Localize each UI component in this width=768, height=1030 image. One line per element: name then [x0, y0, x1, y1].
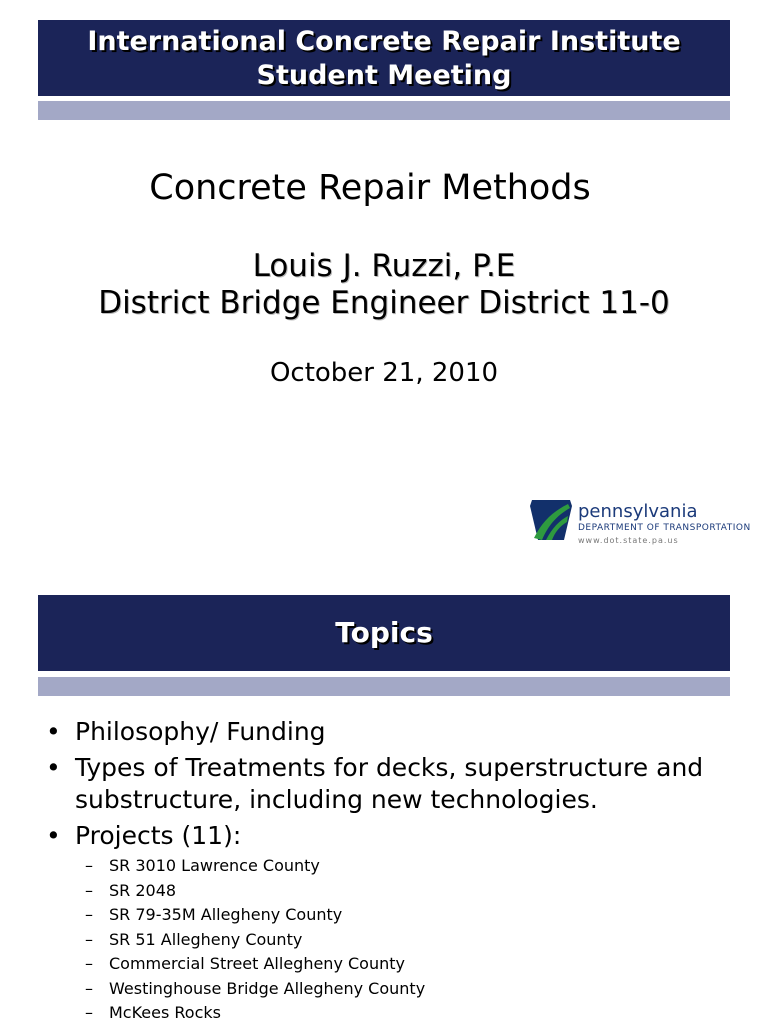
projects-list: [75, 854, 734, 1026]
topics-list: [44, 716, 734, 1030]
slide1-banner: [38, 20, 730, 96]
presentation-date: October 21, 2010: [269, 358, 499, 388]
project-item: – SR 3010 Lawrence County: [75, 854, 734, 879]
penndot-logo: [528, 498, 751, 558]
author-name: Louis J. Ruzzi, P.E: [252, 248, 516, 284]
topic-label: Projects (11):: [75, 821, 242, 850]
project-item: – SR 79-35M Allegheny County: [75, 903, 734, 928]
topic-item: • Philosophy/ Funding: [44, 716, 734, 748]
project-item: – Westinghouse Bridge Allegheny County: [75, 977, 734, 1002]
slide1-rule: [38, 101, 730, 120]
slide2-rule: [38, 677, 730, 696]
slide2-banner: Topics: [38, 595, 730, 671]
author-position: District Bridge Engineer District 11-0: [98, 285, 670, 321]
keystone-icon: [528, 498, 574, 542]
topic-item: • Types of Treatments for decks, superstructure and substructure, including new technologies.: [44, 752, 734, 816]
project-item: – SR 2048: [75, 879, 734, 904]
banner-line-2: Student Meeting: [256, 60, 512, 91]
author-block: [0, 248, 768, 322]
project-item: – McKees Rocks: [75, 1001, 734, 1026]
logo-name: pennsylvania: [578, 501, 698, 522]
logo-url: www.dot.state.pa.us: [578, 536, 679, 545]
banner-line-1: International Concrete Repair Institute: [87, 26, 681, 57]
project-item: – SR 51 Allegheny County: [75, 928, 734, 953]
slide-title: Concrete Repair Methods: [149, 168, 591, 208]
project-item: – Commercial Street Allegheny County: [75, 952, 734, 977]
topic-item-projects: [44, 820, 734, 1026]
logo-dept: DEPARTMENT OF TRANSPORTATION: [578, 523, 751, 533]
